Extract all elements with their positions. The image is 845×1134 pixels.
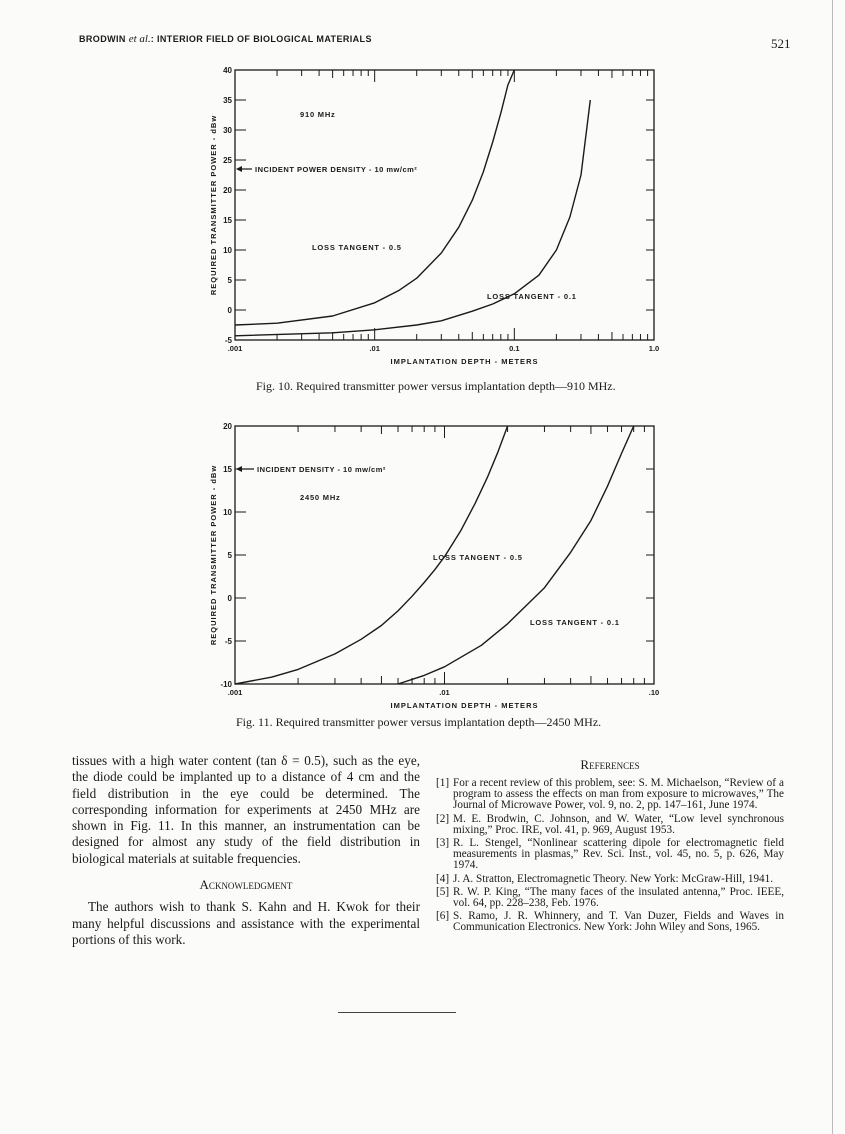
reference-item [436,911,784,933]
y-tick-label: 0 [227,306,232,315]
reference-text: M. E. Brodwin, C. Johnson, and W. Water, “Low level synchronous mixing,” Proc. IRE, vol. 41, p. 969, August 1953. [453,812,784,836]
reference-item [436,838,784,872]
y-axis-label: REQUIRED TRANSMITTER POWER - dBw [209,464,218,646]
references-heading: References [580,757,640,772]
y-tick-label: 15 [223,216,232,225]
page-number: 521 [771,36,791,51]
y-axis-label: REQUIRED TRANSMITTER POWER - dBw [209,114,218,296]
reference-item [436,814,784,836]
running-header [79,33,372,45]
y-tick-label: 5 [227,551,232,560]
frequency-label: 2450 MHz [300,493,341,502]
figure-10-caption: Fig. 10. Required transmitter power versus implantation depth—910 MHz. [256,379,616,393]
y-tick-label: 5 [227,276,232,285]
figure-11-caption: Fig. 11. Required transmitter power versus implantation depth—2450 MHz. [236,715,602,729]
reference-number: [4] [436,872,450,885]
reference-number: [5] [436,885,450,898]
y-tick-label: 30 [223,126,232,135]
x-tick-label: .001 [227,688,243,697]
x-tick-label: 0.1 [509,344,520,353]
reference-text: S. Ramo, J. R. Whinnery, and T. Van Duzer, Fields and Waves in Communication Electronics. New York: John Wiley and Sons, 1965. [453,910,784,934]
header-etal: et al. [128,33,151,45]
reference-number: [1] [436,777,450,789]
reference-item [436,887,784,909]
series-label: LOSS TANGENT - 0.1 [487,292,577,301]
references-section [436,757,784,936]
reference-text: R. W. P. King, “The many faces of the insulated antenna,” Proc. IEEE, vol. 64, pp. 228–238, Feb. 1976. [453,885,784,910]
series-label: LOSS TANGENT - 0.5 [433,553,523,562]
y-tick-label: 20 [223,186,232,195]
body-column-left [72,753,420,948]
reference-text: For a recent review of this problem, see: S. M. Michaelson, “Review of a program to assess the effects on man from exposure to microwaves,” The Journal of Microwave Power, vol. 9, no. 2, pp. 147–161, June 1974. [453,777,784,812]
x-axis-label: IMPLANTATION DEPTH - METERS [390,701,539,710]
body-paragraph: tissues with a high water content (tan δ = 0.5), such as the eye, the diode could be implanted up to a distance of 4 cm and the field distribution in the eye could be determined. The corresponding information for experiments at 2450 MHz are shown in Fig. 11. In this manner, an instrumentation can be designed for almost any study of the field distribution in biological materials at suitable frequencies. [72,753,420,866]
header-title: : INTERIOR FIELD OF BIOLOGICAL MATERIALS [150,34,372,44]
series-line [235,70,514,325]
frequency-label: 910 MHz [300,110,336,119]
series-label: LOSS TANGENT - 0.5 [312,243,402,252]
series-label: LOSS TANGENT - 0.1 [530,618,620,627]
reference-item [436,874,784,885]
y-tick-label: 10 [223,508,232,517]
y-tick-label: 10 [223,246,232,255]
reference-text: R. L. Stengel, “Nonlinear scattering dipole for electromagnetic field measurements in plasmas,” Rev. Sci. Inst., vol. 45, no. 5, p. 626, May 1974. [453,837,784,872]
y-tick-label: 15 [223,465,232,474]
x-tick-label: .01 [439,688,450,697]
y-tick-label: 20 [223,422,232,431]
reference-text: J. A. Stratton, Electromagnetic Theory. New York: McGraw-Hill, 1941. [453,872,774,885]
incident-label: INCIDENT DENSITY - 10 mw/cm² [257,465,386,474]
x-axis-label: IMPLANTATION DEPTH - METERS [390,357,539,366]
y-tick-label: 25 [223,156,232,165]
incident-label: INCIDENT POWER DENSITY - 10 mw/cm² [255,165,418,174]
x-tick-label: 1.0 [648,344,660,353]
y-tick-label: -5 [224,637,232,646]
reference-item [436,778,784,812]
figure-10-chart [0,60,845,375]
reference-number: [2] [436,812,450,825]
footer-rule [338,1012,456,1013]
acknowledgment-text: The authors wish to thank S. Kahn and H. Kwok for their many helpful discussions and assistance with the experimental portions of this work. [72,899,420,947]
x-tick-label: .10 [648,688,660,697]
figure-11-chart [0,415,845,715]
reference-number: [6] [436,910,450,923]
plot-frame [235,70,654,340]
x-tick-label: .01 [369,344,380,353]
reference-number: [3] [436,837,450,850]
y-tick-label: 40 [223,66,232,75]
y-tick-label: -10 [220,680,232,689]
incident-arrow-head [236,466,242,472]
header-authors: BRODWIN [79,34,126,44]
y-tick-label: 35 [223,96,232,105]
x-tick-label: .001 [227,344,243,353]
y-tick-label: 0 [227,594,232,603]
acknowledgment-heading: Acknowledgment [199,877,293,893]
incident-arrow-head [236,166,242,172]
y-tick-label: -5 [224,336,232,345]
